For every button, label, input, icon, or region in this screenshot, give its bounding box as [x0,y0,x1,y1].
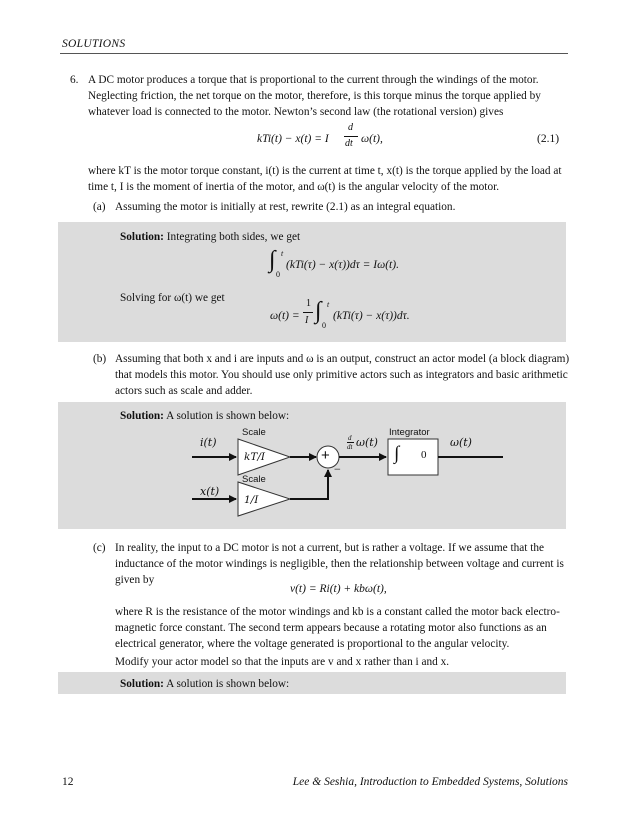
problem-number: 6. [70,74,79,86]
fraction-denominator: I [305,315,309,326]
part-c-text-2: magnetic force constant. The second term appears because a rotating motor also functions as an [115,622,547,634]
part-b-line-3: actors such as scale and adder. [115,385,253,397]
part-c-text-4: Modify your actor model so that the inputs are v and x rather than i and x. [115,656,450,668]
solution-c-intro: A solution is shown below: [166,678,290,690]
fraction-numerator: 1 [306,298,311,309]
solution-label: Solution: [120,410,164,422]
equation-tag: (2.1) [537,133,560,145]
integrator-title: Integrator [389,427,430,438]
integral-sign: ∫ [315,298,322,324]
part-a-label: (a) [93,201,106,213]
equation-2-1-rhs: ω(t), [361,133,383,145]
part-a-question: Assuming the motor is initially at rest, rewrite (2.1) as an integral equation. [115,201,456,213]
part-c-label: (c) [93,542,106,554]
adder-minus-sign: − [334,462,341,476]
output-omega-label: ω(t) [450,436,472,449]
scale-title: Scale [242,474,266,485]
integral-lower-limit: 0 [322,321,326,330]
solving-text: Solving for ω(t) we get [120,292,225,304]
integral-upper-limit: t [281,249,284,258]
footer-citation: Lee & Seshia, Introduction to Embedded Systems, Solutions [292,776,568,788]
fraction-bar [344,136,358,137]
equation-2-1-dt: dt [345,138,353,149]
equation-2-1-d: d [348,122,353,133]
omega-equation-rhs: (kTi(τ) − x(τ))dτ. [333,310,410,322]
running-header: SOLUTIONS [62,38,126,50]
part-b-question [115,351,570,399]
where-line-2: time t, I is the moment of inertia of the motor, and ω(t) is the angular velocity of the motor. [88,181,500,193]
solution-b-intro: A solution is shown below: [166,410,290,422]
intro-line-3: whatever load is connected to the motor. Newton’s second law (the rotational version) gives [88,106,504,118]
solution-a-intro: Integrating both sides, we get [166,231,301,243]
solution-a-text [120,229,300,245]
page-number: 12 [62,776,74,788]
part-c-question [115,540,570,588]
integrator-initial-value: 0 [421,449,427,461]
deriv-dt: dt [347,443,353,451]
where-line-1: where kT is the motor torque constant, i(t) is the current at time t, x(t) is the torque applied by the load at [88,165,562,177]
integral-lower-limit: 0 [276,270,280,279]
scale-title: Scale [242,427,266,438]
integral-upper-limit: t [327,300,330,309]
solution-label: Solution: [120,231,164,243]
integral-icon: ∫ [394,443,400,464]
problem-intro [88,72,568,120]
intro-line-1: A DC motor produces a torque that is proportional to the current through the windings of the motor. [88,74,539,86]
derivative-signal-label: ω(t) [356,436,378,449]
fraction-bar [303,312,313,313]
part-b-line-2: that models this motor. You should use only primitive actors such as integrators and basic arithmetic [115,369,568,381]
voltage-equation: v(t) = Ri(t) + kbω(t), [290,583,387,595]
equation-2-1-lhs: kTi(t) − x(t) = I [257,133,329,145]
part-b-label: (b) [93,353,107,365]
block-diagram [58,402,566,529]
part-c-text-3: electrical generator, where the voltage generated is proportional to the angular velocity. [115,638,510,650]
adder-plus-sign: + [321,447,330,464]
wire-scale2-to-adder [290,470,328,499]
integral-sign: ∫ [269,247,276,273]
variable-definitions [88,163,570,195]
part-c-explanation [115,604,570,670]
header-rule [60,53,568,54]
part-c-line-1: In reality, the input to a DC motor is not a current, but is rather a voltage. If we assume that the [115,542,545,554]
part-c-line-3: given by [115,574,155,586]
intro-line-2: Neglecting friction, the net torque on the motor, therefore, is this torque minus the torque applied by [88,90,541,102]
input-i-label: i(t) [200,436,217,449]
part-b-line-1: Assuming that both x and i are inputs and ω is an output, construct an actor model (a block diagram) [115,353,570,365]
solution-c-text [120,676,289,692]
omega-equation-lhs: ω(t) = [270,310,300,322]
part-c-line-2: inductance of the motor windings is negligible, then the relationship between voltage and current is [115,558,564,570]
scale-gain-inverse-i: 1/I [244,494,259,506]
part-c-text-1: where R is the resistance of the motor windings and kb is a constant called the motor back electro- [115,606,560,618]
deriv-d: d [348,434,352,442]
solution-label: Solution: [120,678,164,690]
integral-equation: (kTi(τ) − x(τ))dτ = Iω(t). [286,259,399,271]
input-x-label: x(t) [200,485,220,498]
scale-gain-kt: kT/I [244,451,266,463]
